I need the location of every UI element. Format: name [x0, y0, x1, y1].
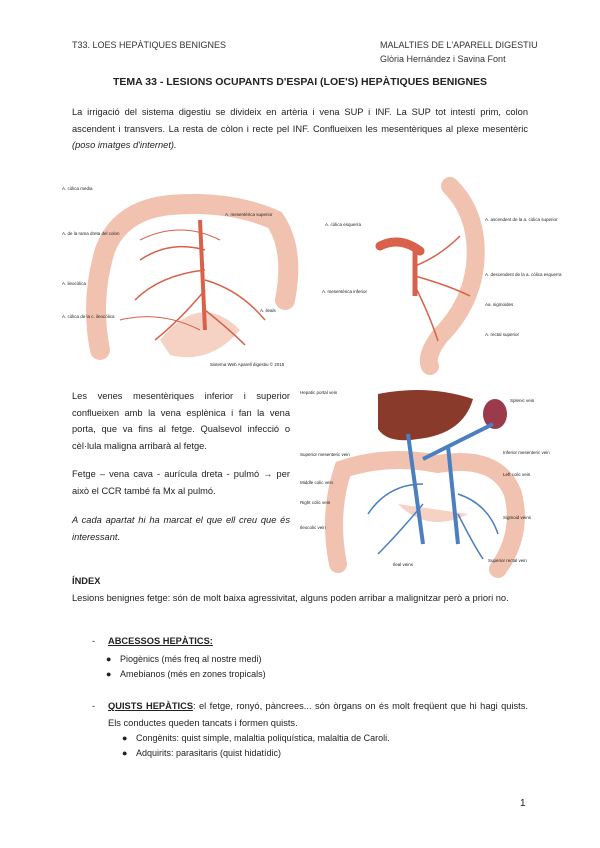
veins-paragraph-3: A cada apartat hi ha marcat el que ell creu que és interessant.	[72, 515, 290, 542]
bullet-icon: ●	[106, 669, 112, 679]
figure2-drawing	[320, 176, 562, 366]
fig3-label-j: Superior rectal vein	[488, 558, 527, 563]
figure-portal-venous-system	[298, 384, 550, 574]
index-section-abscesses	[92, 636, 528, 682]
section-title-cysts: QUISTS HEPÀTICS	[108, 701, 194, 711]
fig3-label-h: Ileocolic vein	[300, 525, 326, 530]
veins-paragraph-1: Les venes mesentèriques inferior i superior conflueixen amb la vena esplènica i fan la vena porta, que va fins al fetge. Qualsevol infecció o cèl·lula maligna arribarà al fetge.	[72, 391, 290, 451]
dash-marker: -	[92, 701, 96, 711]
fig1-label-d: A. ileocòlica	[62, 281, 87, 286]
bullet-icon: ●	[122, 733, 128, 743]
fig3-label-a: Hepatic portal vein	[300, 390, 338, 395]
fig3-label-b: Splenic vein	[510, 398, 535, 403]
fig3-label-g: Right colic vein	[300, 500, 331, 505]
fig3-label-c: Superior mesenteric vein	[300, 452, 350, 457]
index-heading: ÍNDEX	[72, 576, 101, 586]
fig3-label-k: Ileal veins	[393, 562, 414, 567]
fig2-label-b: A. ascendent de la a. còlica superior	[485, 217, 558, 222]
section-title-abscesses: ABCESSOS HEPÀTICS:	[108, 636, 213, 646]
abscesses-list	[92, 652, 528, 682]
fig1-label-a: A. còlica media	[62, 186, 93, 191]
figure3-drawing	[298, 384, 550, 574]
list-item: ● Piogènics (més freq al nostre medi)	[92, 652, 528, 667]
veins-paragraph-2: Fetge – vena cava - aurícula dreta - pulmó → per això el CCR també fa Mx al pulmó.	[72, 469, 290, 496]
list-item: ● Amebianos (més en zones tropicals)	[92, 667, 528, 682]
figure-inferior-mesenteric-artery	[320, 176, 562, 366]
dash-marker: -	[92, 636, 96, 646]
page-title: TEMA 33 - LESIONS OCUPANTS D'ESPAI (LOE'S) HEPÀTIQUES BENIGNES	[112, 76, 488, 88]
bullet-icon: ●	[122, 748, 128, 758]
figure1-drawing	[60, 180, 310, 370]
index-section-cysts	[92, 698, 528, 761]
section-text-cysts: : el fetge, ronyó, pàncrees... són òrgans on és molt freqüent que hi hagi quists. Els conductes queden tancats i formen quists.	[108, 701, 529, 728]
fig1-label-b: A. mesentèrica superior	[225, 212, 273, 217]
bullet-icon: ●	[106, 654, 112, 664]
page-number: 1	[520, 798, 526, 809]
intro-paragraph	[72, 104, 528, 154]
intro-italic: (poso imatges d'internet).	[72, 140, 177, 150]
list-item: ● Congènits: quist simple, malaltia poliquística, malaltia de Caroli.	[108, 731, 528, 746]
fig1-label-f: A. ileals	[260, 308, 276, 313]
fig2-label-e: Aa. sigmoides	[485, 302, 514, 307]
list-item: ● Adquirits: parasitaris (quist hidatídic)	[108, 746, 528, 761]
cysts-list	[108, 731, 528, 761]
fig3-label-i: Sigmoid veins	[503, 515, 532, 520]
fig1-label-c: A. de la rama dreta del colon	[62, 231, 120, 236]
fig1-label-e: A. còlica de la c. ileocòlica	[62, 314, 115, 319]
figure-superior-mesenteric-artery	[60, 180, 310, 370]
fig2-label-a: A. còlica esquerra	[325, 222, 362, 227]
fig3-label-f: Left colic vein	[503, 472, 531, 477]
header-right-authors: Glòria Hernández i Savina Font	[380, 54, 506, 64]
fig2-label-f: A. rectal superior	[485, 332, 520, 337]
header-right-title: MALALTIES DE L'APARELL DIGESTIU	[380, 40, 538, 50]
fig3-label-d: Inferior mesenteric vein	[503, 450, 550, 455]
fig3-label-e: Middle colic vein	[300, 480, 334, 485]
fig2-label-d: A. descendent de la a. còlica esquerra	[485, 272, 562, 277]
intro-text: La irrigació del sistema digestiu se divideix en artèria i vena SUP i INF. La SUP tot intestí prim, colon ascendent i transvers. La resta de còlon i recte pel INF. Conflueixen les mesentèriques al plexe mesentèric	[72, 107, 528, 134]
index-intro: Lesions benignes fetge: són de molt baixa agressivitat, alguns poden arribar a malignitzar però a priori no.	[72, 593, 509, 603]
fig1-credit: Sistema Web Aparell digestiu © 2015	[210, 362, 285, 367]
fig2-label-c: A. mesentèrica inferior	[322, 289, 368, 294]
header-left: T33. LOES HEPÀTIQUES BENIGNES	[72, 40, 227, 50]
